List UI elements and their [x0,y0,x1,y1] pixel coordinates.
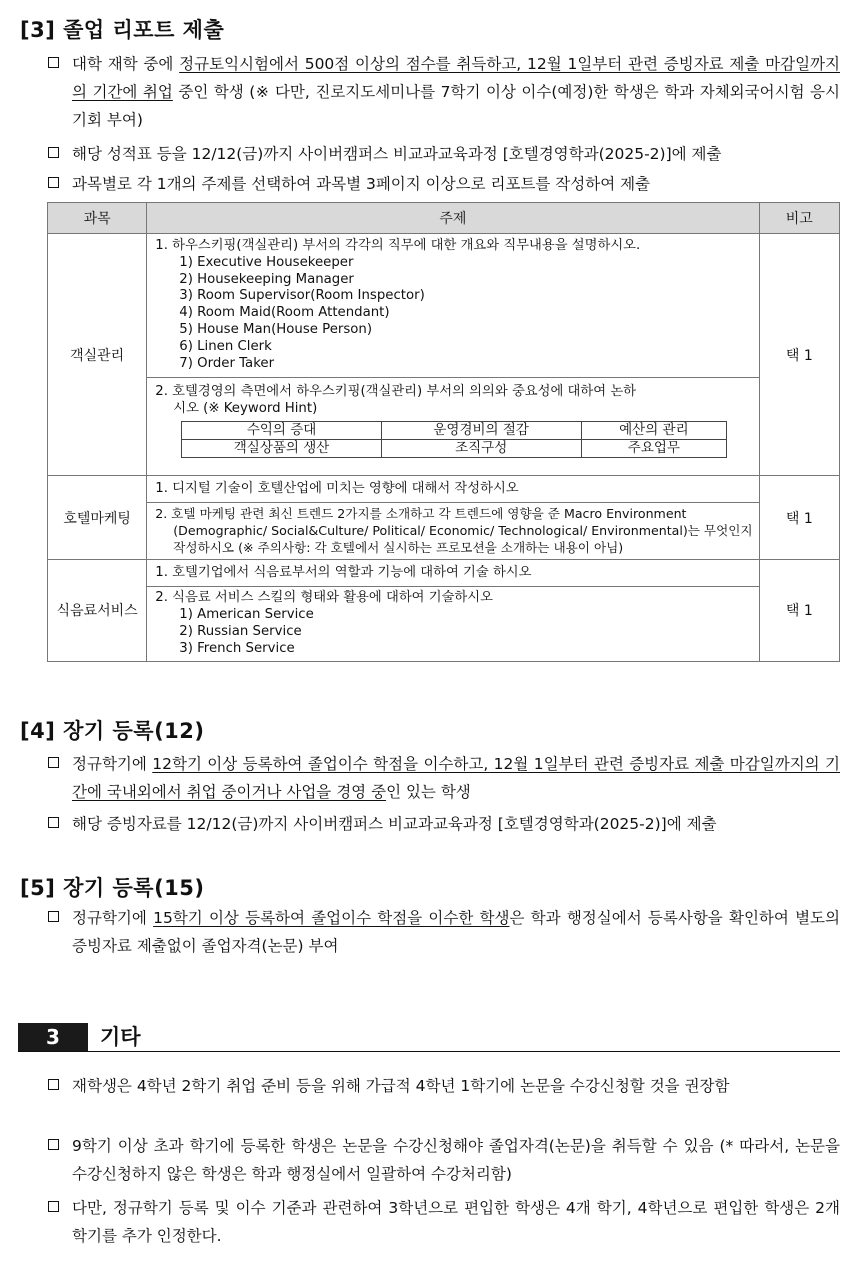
table-row [48,560,840,587]
checkbox-bullet-icon [48,817,59,828]
keyword-cell: 수익의 증대 [182,421,382,439]
underlined-text: 15학기 이상 등록하여 졸업이수 학점을 이수한 학생 [153,909,510,927]
bullet-text: 해당 증빙자료를 12/12(금)까지 사이버캠퍼스 비교과교육과정 [호텔경영학과(2025-2)]에 제출 [72,815,717,833]
topic-cell [147,378,759,476]
list-item: 3) Room Supervisor(Room Inspector) [179,288,425,304]
topic-text: 시오 (※ Keyword Hint) [173,400,318,416]
section-heading-etc [18,1023,840,1052]
bullet-item [48,170,840,198]
list-item: 3) French Service [179,640,295,656]
keyword-cell: 운영경비의 절감 [381,421,581,439]
keyword-cell: 예산의 관리 [581,421,727,439]
list-item: 2) Housekeeping Manager [179,271,354,287]
bullet-text: 인 있는 학생 [386,783,471,801]
bullet-text: 9학기 이상 초과 학기에 등록한 학생은 논문을 수강신청해야 졸업자격(논문)을 취득할 수 있음 (* 따라서, 논문을 수강신청하지 않은 학생은 학과 행정실에서 일괄하여 수강처리함) [72,1137,840,1183]
bullet-item [48,1194,840,1250]
bullet-item [48,750,840,806]
list-item: 7) Order Taker [179,355,275,371]
bullet-item [48,1132,840,1188]
list-item: 2) Russian Service [179,623,302,639]
keyword-cell: 객실상품의 생산 [182,439,382,457]
topic-cell: 1. 호텔기업에서 식음료부서의 역할과 기능에 대하여 기술 하시오 [147,560,759,587]
bullet-text: 정규학기에 [72,755,153,773]
note-cell: 택 1 [759,476,839,560]
list-item: 1) American Service [179,607,314,623]
table-row [48,476,840,503]
topic-text: 작성하시오 (※ 주의사항: 각 호텔에서 실시하는 프로모션을 소개하는 내용이 아님) [173,539,624,555]
subject-cell: 식음료서비스 [48,560,147,661]
section-heading-title: 기타 [100,1025,141,1049]
table-header-row [48,203,840,234]
table-row [48,503,840,560]
checkbox-bullet-icon [48,147,59,158]
checkbox-bullet-icon [48,1201,59,1212]
topic-text: 2. 식음료 서비스 스킬의 형태와 활용에 대하여 기술하시오 [155,590,493,606]
bullet-text: 대학 재학 중에 [72,55,180,73]
bullet-text: 중인 학생 (※ 다만, 진로지도세미나를 7학기 이상 이수(예정)한 학생은 학과 자체외국어시험 응시 기회 부여) [72,83,840,129]
bullet-text: 정규학기에 [72,909,154,927]
checkbox-bullet-icon [48,57,59,68]
keyword-cell: 주요업무 [581,439,727,457]
bullet-text: 과목별로 각 1개의 주제를 선택하여 과목별 3페이지 이상으로 리포트를 작성하여 제출 [72,175,651,193]
section-number-badge: 3 [18,1023,88,1051]
bullet-text: 은 학과 행정실에서 등록사항을 확인하여 별도의 증빙자료 제출없이 졸업자격(논문) 부여 [72,909,840,955]
subject-cell: 호텔마케팅 [48,476,147,560]
keyword-cell: 조직구성 [381,439,581,457]
subject-cell: 객실관리 [48,234,147,476]
checkbox-bullet-icon [48,1079,59,1090]
section-5-title: [5] 장기 등록(15) [20,876,205,900]
bullet-text: 해당 성적표 등을 12/12(금)까지 사이버캠퍼스 비교과교육과정 [호텔경영학과(2025-2)]에 제출 [72,145,722,163]
checkbox-bullet-icon [48,177,59,188]
list-item: 6) Linen Clerk [179,338,272,354]
bullet-text: 다만, 정규학기 등록 및 이수 기준과 관련하여 3학년으로 편입한 학생은 4개 학기, 4학년으로 편입한 학생은 2개 학기를 추가 인정한다. [72,1199,840,1245]
topic-cell [147,234,759,378]
section-4-title: [4] 장기 등록(12) [20,719,205,743]
note-cell: 택 1 [759,234,839,476]
header-topic: 주제 [147,203,759,234]
checkbox-bullet-icon [48,911,59,922]
topic-cell [147,587,759,661]
bullet-item [48,140,840,168]
note-cell: 택 1 [759,560,839,661]
topic-text: 1. 하우스키핑(객실관리) 부서의 각각의 직무에 대한 개요와 직무내용을 설명하시오. [155,238,641,253]
table-row [48,587,840,661]
keyword-hint-table [181,421,727,458]
underlined-text: 12학기 이상 등록하여 졸업이수 학점을 이수하고, 12월 1일부터 관련 증빙자료 제출 마감일까지의 기간에 국내외에서 취업 중이거나 사업을 경영 중 [72,755,840,801]
list-item: 4) Room Maid(Room Attendant) [179,305,390,321]
bullet-text: 재학생은 4학년 2학기 취업 준비 등을 위해 가급적 4학년 1학기에 논문을 수강신청할 것을 권장함 [72,1077,730,1095]
table-row [48,378,840,476]
section-3-title: [3] 졸업 리포트 제출 [20,18,225,42]
list-item: 1) Executive Housekeeper [179,254,354,270]
header-subject: 과목 [48,203,147,234]
bullet-item [48,810,840,838]
list-item: 5) House Man(House Person) [179,321,373,337]
checkbox-bullet-icon [48,757,59,768]
topic-text: 2. 호텔 마케팅 관련 최신 트렌드 2가지를 소개하고 각 트렌드에 영향을 준 Macro Environment [155,506,687,521]
underlined-text: 정규토익시험에서 500점 이상의 점수를 취득하고, 12월 1일부터 관련 증빙자료 제출 마감일까지의 기간에 취업 [72,55,840,101]
checkbox-bullet-icon [48,1139,59,1150]
bullet-item [48,904,840,960]
topic-text: (Demographic/ Social&Culture/ Political/ Economic/ Technological/ Environmental)는 무엇인지 [173,522,753,538]
report-topics-table [47,202,840,662]
topic-cell [147,503,759,560]
table-row [48,234,840,378]
topic-cell: 1. 디지털 기술이 호텔산업에 미치는 영향에 대해서 작성하시오 [147,476,759,503]
bullet-item [48,1072,840,1100]
bullet-item [48,50,840,134]
header-note: 비고 [759,203,839,234]
topic-text: 2. 호텔경영의 측면에서 하우스키핑(객실관리) 부서의 의의와 중요성에 대하여 논하 [155,384,637,399]
